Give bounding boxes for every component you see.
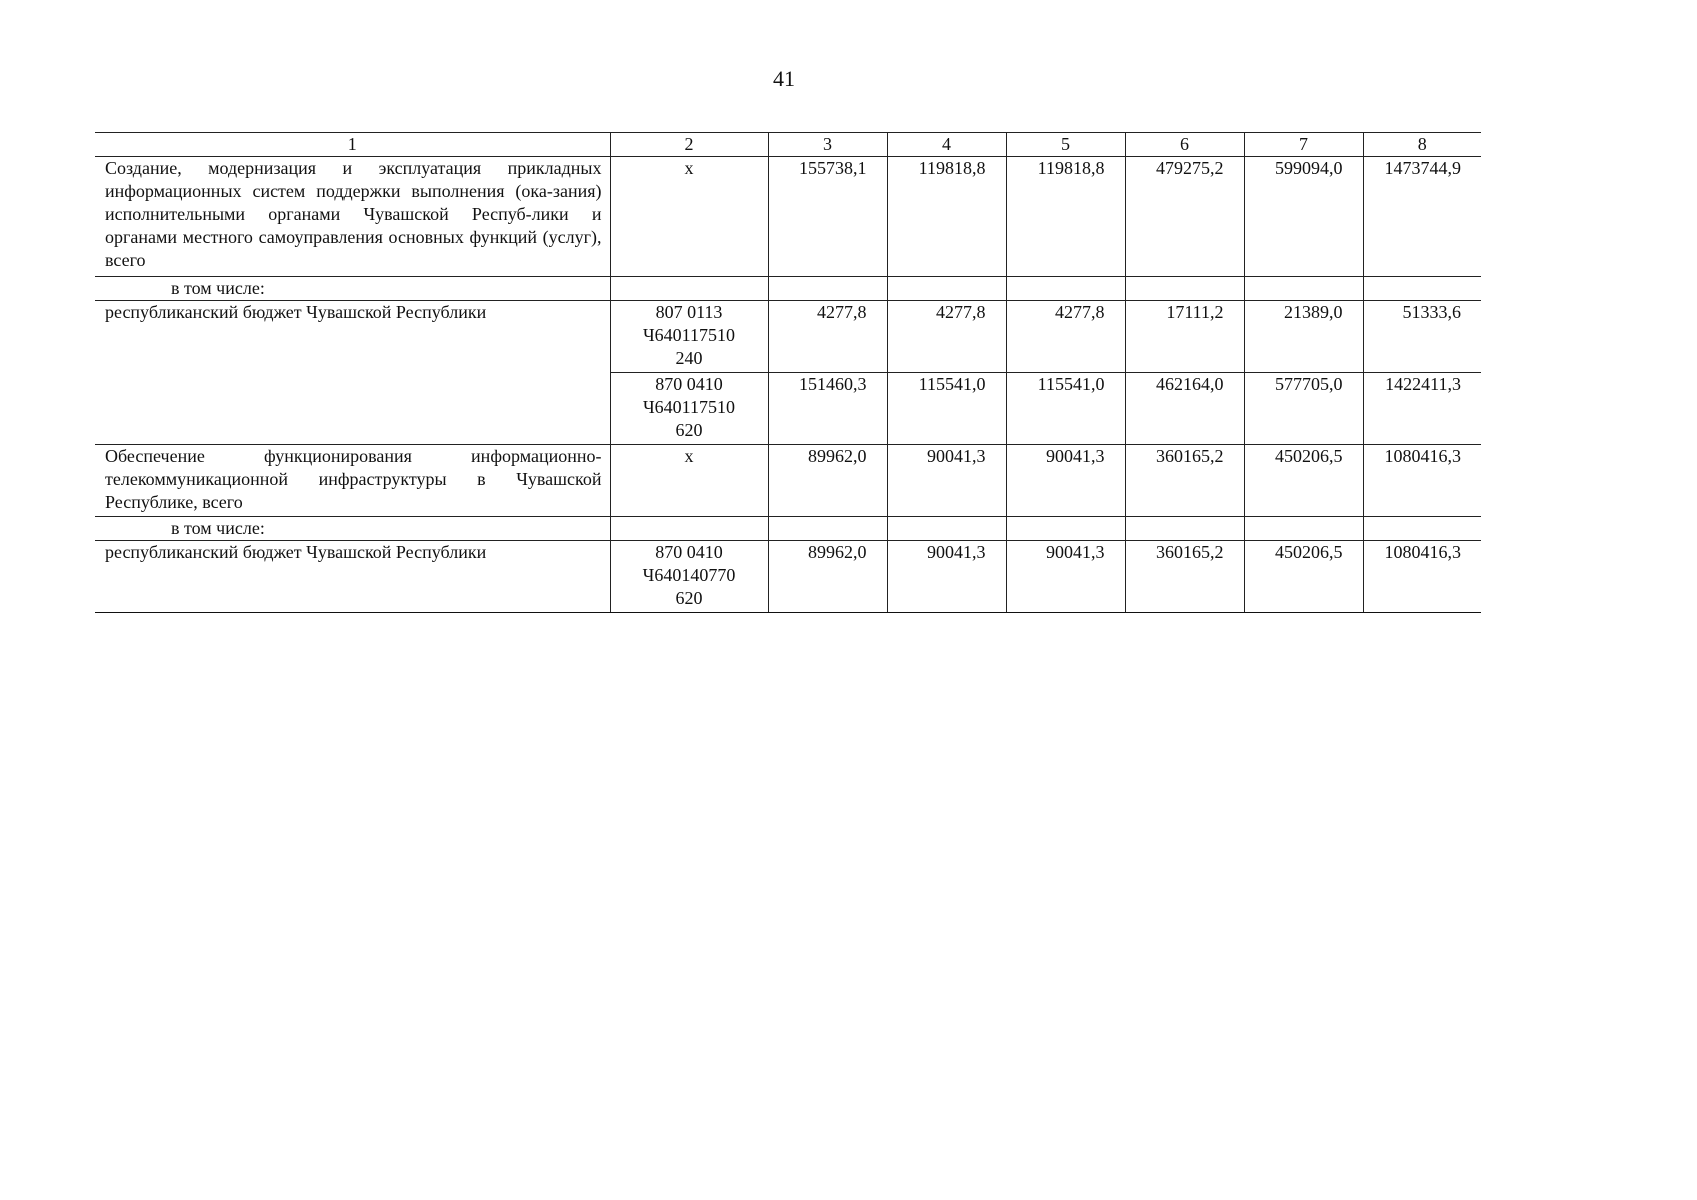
row-value: 1080416,3 [1363,445,1481,517]
table-row [95,445,1481,517]
row-value: 90041,3 [1006,541,1125,613]
code-line: 870 0410 [655,374,723,394]
column-header: 5 [1006,133,1125,157]
row-value: 450206,5 [1244,541,1363,613]
table-row [95,277,1481,301]
column-header: 6 [1125,133,1244,157]
row-description: Создание, модернизация и эксплуатация прикладных информационных систем поддержки выполнения (ока-зания) исполнительными органами Чувашской Респуб-лики и органами местного самоуправления основных функций (услуг), всего [95,157,610,277]
row-value: 17111,2 [1125,301,1244,373]
row-value: 1080416,3 [1363,541,1481,613]
code-line: 870 0410 [655,542,723,562]
row-value: 89962,0 [768,541,887,613]
row-value: 450206,5 [1244,445,1363,517]
code-line: Ч640117510 [642,397,736,417]
column-header: 8 [1363,133,1481,157]
column-header: 7 [1244,133,1363,157]
code-line: 620 [675,420,703,440]
row-value: 4277,8 [887,301,1006,373]
table-row [95,517,1481,541]
row-code [610,373,768,445]
row-value: 155738,1 [768,157,887,277]
row-value: 1422411,3 [1363,373,1481,445]
row-value: 4277,8 [1006,301,1125,373]
page-number: 41 [773,66,795,91]
row-value: 115541,0 [1006,373,1125,445]
row-value: 4277,8 [768,301,887,373]
row-code [610,541,768,613]
row-value: 479275,2 [1125,157,1244,277]
row-description: в том числе: [95,277,610,301]
column-header: 2 [610,133,768,157]
code-line: 620 [675,588,703,608]
table-row [95,157,1481,277]
row-value: 119818,8 [1006,157,1125,277]
row-value: 1473744,9 [1363,157,1481,277]
row-value: 599094,0 [1244,157,1363,277]
code-line: 240 [675,348,703,368]
row-value: 360165,2 [1125,445,1244,517]
table-row [95,301,1481,373]
row-description: республиканский бюджет Чувашской Республики [95,541,610,613]
row-value: 90041,3 [1006,445,1125,517]
row-value: 21389,0 [1244,301,1363,373]
row-description: республиканский бюджет Чувашской Республики [95,301,610,445]
row-value: 151460,3 [768,373,887,445]
row-value: 90041,3 [887,445,1006,517]
row-code: х [610,445,768,517]
row-value: 577705,0 [1244,373,1363,445]
row-description: Обеспечение функционирования информационно-телекоммуникационной инфраструктуры в Чувашской Республике, всего [95,445,610,517]
code-line: Ч640140770 [642,565,736,585]
row-code [610,301,768,373]
code-line: 807 0113 [655,302,723,322]
row-description: в том числе: [95,517,610,541]
table-row [95,541,1481,613]
row-value: 360165,2 [1125,541,1244,613]
row-value: 115541,0 [887,373,1006,445]
row-code: х [610,157,768,277]
column-header: 3 [768,133,887,157]
row-value: 51333,6 [1363,301,1481,373]
row-value: 90041,3 [887,541,1006,613]
row-value: 119818,8 [887,157,1006,277]
column-header: 1 [95,133,610,157]
table-header-row [95,133,1481,157]
column-header: 4 [887,133,1006,157]
row-value: 89962,0 [768,445,887,517]
budget-table [95,132,1481,613]
row-value: 462164,0 [1125,373,1244,445]
code-line: Ч640117510 [642,325,736,345]
